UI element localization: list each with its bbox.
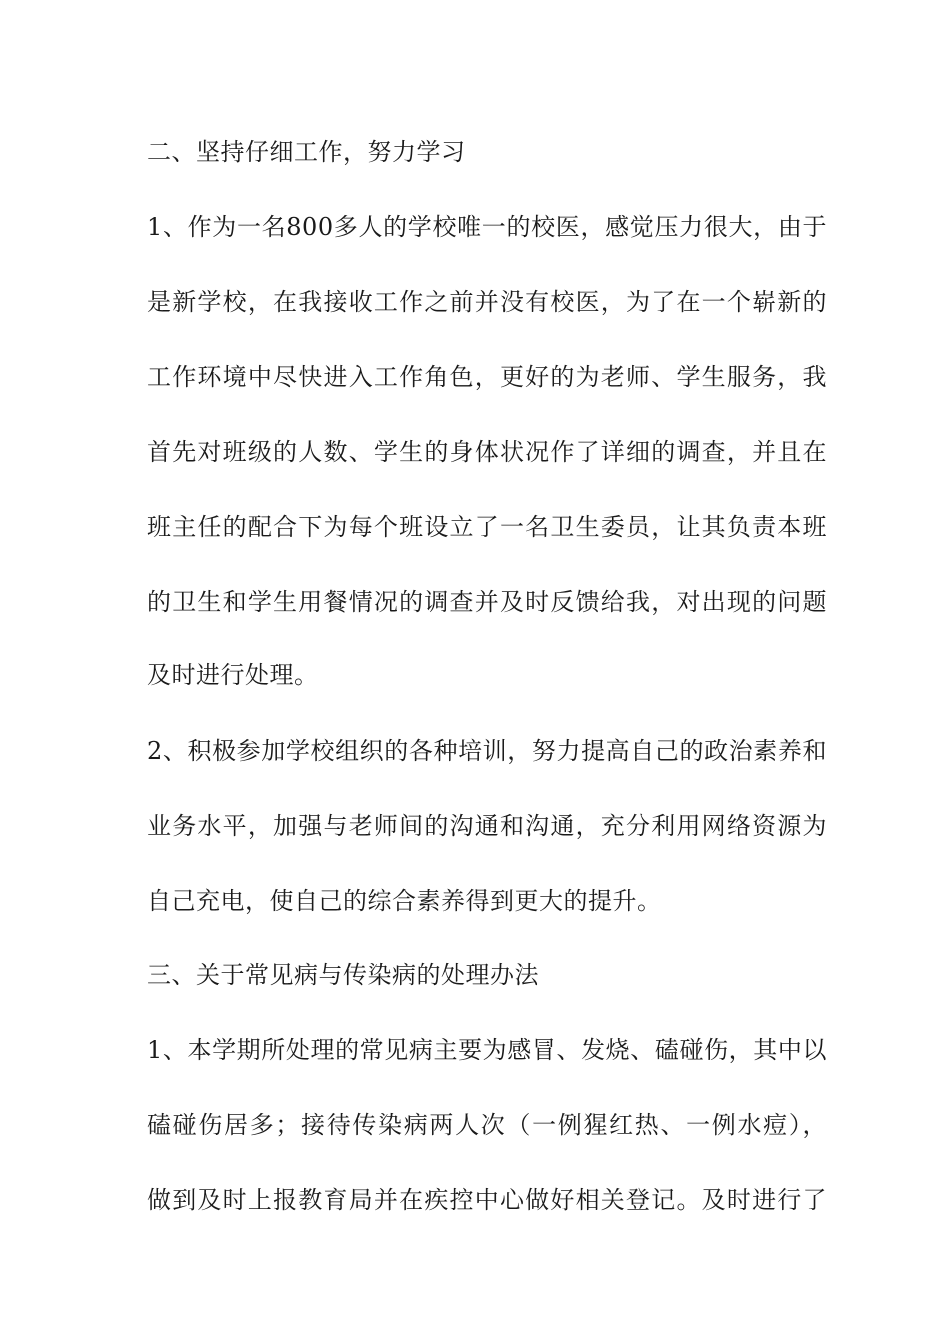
- paragraph-line: 2、积极参加学校组织的各种培训，努力提高自己的政治素养和: [147, 737, 827, 765]
- paragraph-line: 是新学校，在我接收工作之前并没有校医，为了在一个崭新的: [147, 288, 827, 316]
- section-heading-2: 二、坚持仔细工作，努力学习: [147, 138, 466, 166]
- paragraph-line: 做到及时上报教育局并在疾控中心做好相关登记。及时进行了: [147, 1186, 827, 1214]
- paragraph-line: 班主任的配合下为每个班设立了一名卫生委员，让其负责本班: [147, 513, 827, 541]
- paragraph-line: 及时进行处理。: [147, 661, 319, 689]
- paragraph-line: 1、本学期所处理的常见病主要为感冒、发烧、磕碰伤，其中以: [147, 1036, 827, 1064]
- paragraph-line: 的卫生和学生用餐情况的调查并及时反馈给我，对出现的问题: [147, 588, 827, 616]
- section-heading-3: 三、关于常见病与传染病的处理办法: [147, 961, 539, 989]
- paragraph-line: 自己充电，使自己的综合素养得到更大的提升。: [147, 887, 662, 915]
- paragraph-line: 磕碰伤居多；接待传染病两人次（一例猩红热、一例水痘），: [147, 1111, 827, 1139]
- paragraph-line: 业务水平，加强与老师间的沟通和沟通，充分利用网络资源为: [147, 812, 827, 840]
- paragraph-line: 1、作为一名800多人的学校唯一的校医，感觉压力很大，由于: [147, 213, 827, 241]
- paragraph-line: 工作环境中尽快进入工作角色，更好的为老师、学生服务，我: [147, 363, 827, 391]
- paragraph-line: 首先对班级的人数、学生的身体状况作了详细的调查，并且在: [147, 438, 827, 466]
